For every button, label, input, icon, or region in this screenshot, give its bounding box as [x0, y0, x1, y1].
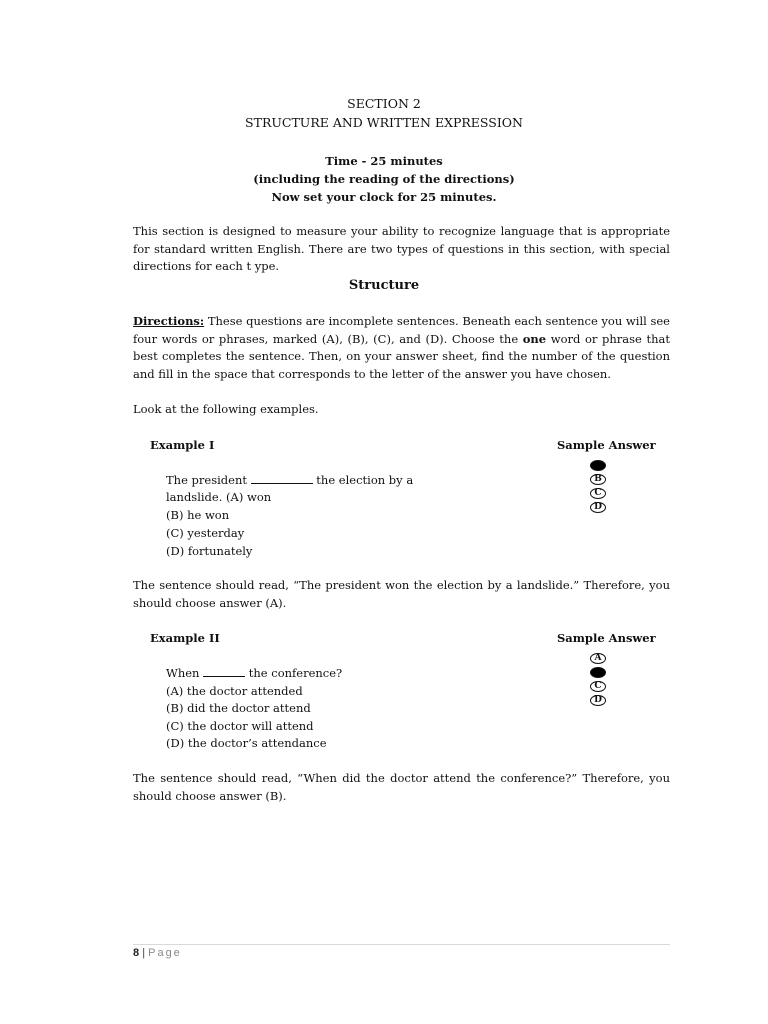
page-word: Page — [148, 947, 182, 959]
page-number: 8 — [133, 947, 140, 959]
example-1-option-c: (C) yesterday — [166, 526, 245, 540]
answer-blank — [203, 666, 245, 677]
example-2-question-start: When — [166, 666, 204, 680]
directions-paragraph — [133, 313, 670, 383]
page-footer — [133, 947, 182, 959]
example-2-option-a: (A) the doctor attended — [166, 684, 303, 698]
example-1-sample-answer-label: Sample Answer — [557, 438, 656, 452]
example-2-option-b: (B) did the doctor attend — [166, 701, 311, 715]
example-2-bubble-b-filled — [590, 667, 606, 678]
example-1-option-a: landslide. (A) won — [166, 490, 272, 504]
example-1-bubble-c: C — [590, 488, 606, 499]
directions-text-after: word or phrase that best completes the sentence. Then, on your answer sheet, find the number of the question and fill in the space that corresponds to the letter of the answer you have chosen. — [133, 331, 670, 381]
footer-separator: | — [142, 947, 146, 959]
example-1-question-end: the election by a — [312, 473, 414, 487]
example-1-label: Example I — [150, 438, 215, 452]
example-2-question-end: the conference? — [245, 666, 343, 680]
example-2-sample-answer-label: Sample Answer — [557, 631, 656, 645]
example-2-bubble-a: A — [590, 653, 606, 664]
example-2-bubble-d: D — [590, 695, 606, 706]
directions-emphasis: one — [522, 331, 547, 346]
example-1-question-start: The president — [166, 473, 251, 487]
example-2-option-c: (C) the doctor will attend — [166, 719, 314, 733]
section-number: SECTION 2 — [347, 96, 421, 111]
example-1-option-b: (B) he won — [166, 508, 230, 522]
intro-paragraph: This section is designed to measure your ability to recognize language that is appropriate for standard written English. There are two types of questions in this section, with special directions for each t ype. — [133, 224, 670, 273]
clock-instruction: Now set your clock for 25 minutes. — [271, 190, 497, 204]
example-1-question — [166, 472, 413, 490]
answer-blank — [251, 473, 313, 484]
example-2-question — [166, 665, 342, 683]
section-title: STRUCTURE AND WRITTEN EXPRESSION — [245, 115, 523, 130]
directions-label: Directions: — [133, 314, 205, 328]
footer-divider — [133, 944, 670, 945]
example-2-option-d: (D) the doctor’s attendance — [166, 736, 327, 750]
example-1-bubble-d: D — [590, 502, 606, 513]
time-note: (including the reading of the directions) — [253, 172, 515, 186]
example-2-explanation: The sentence should read, “When did the doctor attend the conference?” Therefore, you should choose answer (B). — [133, 771, 670, 803]
example-1-option-d: (D) fortunately — [166, 544, 253, 558]
example-1-bubble-b: B — [590, 474, 606, 485]
time-limit: Time - 25 minutes — [325, 154, 443, 168]
example-1-explanation: The sentence should read, “The president won the election by a landslide.” Therefore, you should choose answer (A). — [133, 578, 670, 610]
structure-heading: Structure — [348, 278, 420, 293]
look-instruction: Look at the following examples. — [133, 402, 319, 416]
directions-text-before: These questions are incomplete sentences. Beneath each sentence you will see four words or phrases, marked (A), (B), (C), and (D). Choose the — [133, 314, 670, 346]
example-1-bubble-a-filled — [590, 460, 606, 471]
example-2-bubble-c: C — [590, 681, 606, 692]
example-2-label: Example II — [150, 631, 220, 645]
